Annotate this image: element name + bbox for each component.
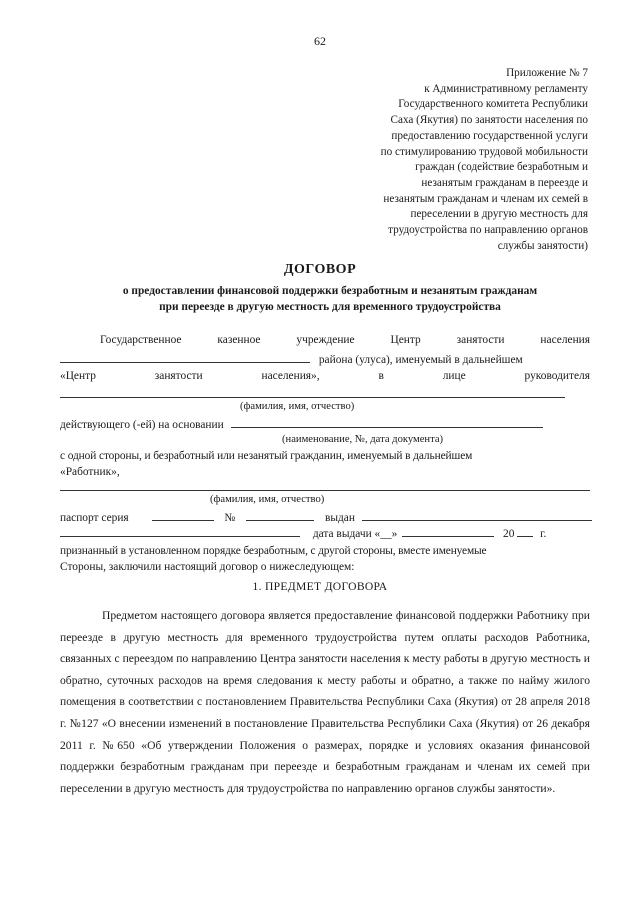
intro-line-2 [60,352,590,366]
intro-word: учреждение [296,334,355,346]
intro-word: Государственное [100,334,182,346]
basis-blank [231,417,543,428]
intro-word: населения», [261,370,320,382]
appendix-line: граждан (содействие безработным и [415,161,588,174]
issued-by-blank [362,510,592,521]
other-side-line-1: с одной стороны, и безработный или незанятый гражданин, именуемый в дальнейшем [60,450,473,462]
intro-word: в [378,370,384,382]
acting-basis-line [60,417,590,431]
intro-word: руководителя [524,370,590,382]
appendix-line: службы занятости) [497,239,588,252]
acting-basis-label: действующего (-ей) на основании [60,419,224,431]
appendix-line: предоставлению государственной услуги [391,129,588,142]
hint-fio: (фамилия, имя, отчество) [240,401,355,412]
year-label: 20 [503,528,515,540]
appendix-line: переселении в другую местность для [410,208,588,221]
intro-word: занятости [456,334,505,346]
issue-date-line [60,526,590,540]
director-name-blank [60,397,565,398]
recognized-line-2: Стороны, заключили настоящий договор о нижеследующем: [60,561,355,573]
district-blank [60,352,310,363]
hint-document: (наименование, №, дата документа) [282,434,444,445]
intro-line-3 [60,370,590,382]
intro-word: населения [540,334,590,346]
intro-word: лице [442,370,466,382]
appendix-label: Приложение № 7 [506,67,588,79]
hint-fio-2: (фамилия, имя, отчество) [210,494,325,505]
subtitle-line: о предоставлении финансовой поддержки безработным и незанятым гражданам [122,285,538,297]
appendix-line: по стимулированию трудовой мобильности [380,145,588,158]
passport-number-blank [246,510,314,521]
passport-series-label: паспорт серия [60,512,129,524]
passport-line [60,510,590,524]
intro-line-1 [60,334,590,346]
intro-word: казенное [217,334,261,346]
issue-date-label: дата выдачи «__» [312,528,398,540]
appendix-line: Государственного комитета Республики [398,98,588,111]
subtitle-line: при переезде в другую местность для временного трудоустройства [159,301,501,313]
issued-label: выдан [324,512,355,524]
page-number: 62 [314,34,326,48]
year-blank [517,526,533,537]
document-title: ДОГОВОР [283,262,357,277]
other-side-line-2: «Работник», [60,466,120,478]
appendix-line: незанятым гражданам и членам их семей в [383,192,588,205]
passport-series-blank [152,510,214,521]
passport-number-label: № [224,512,236,524]
intro-word: «Центр [60,370,96,382]
appendix-line: Саха (Якутия) по занятости населения по [390,114,588,127]
issue-month-blank [402,526,494,537]
intro-line-2-text: района (улуса), именуемый в дальнейшем [318,354,523,366]
employee-name-blank [60,490,590,491]
document-subtitle [60,283,600,315]
appendix-line: незанятым гражданам в переезде и [421,176,588,189]
section-1-title: 1. ПРЕДМЕТ ДОГОВОРА [252,580,388,593]
issuer-continuation-blank [60,526,300,537]
intro-word: Центр [390,334,421,346]
appendix-block [308,66,588,254]
appendix-line: трудоустройства по направлению органов [388,224,588,237]
section-1-paragraph: Предметом настоящего договора является предоставление финансовой поддержки Работнику при переезде в другую местность для временного трудоустройства путем оплаты расходов Работника, связанных с переездом по направлению Центра занятости населения к месту работы в другую местность и обратно, суточных расходов на время следования к месту работы и обратно, а также по найму жилого помещения в соответствии с постановлением Правительства Республики Саха (Якутия) от 28 апреля 2018 г. №127 «О внесении изменений в постановление Правительства Республики Саха (Якутия) от 26 декабря 2011 г. №650 «Об утверждении Положения о размерах, порядке и условиях оказания финансовой поддержки безработным гражданам при переезде и безработным гражданам и членам их семей при переселении в другую местность для трудоустройства по направлению органов службы занятости». [60,609,590,795]
recognized-line-1: признанный в установленном порядке безработным, с другой стороны, вместе именуемые [60,545,487,557]
appendix-line: к Административному регламенту [424,82,588,95]
year-suffix: г. [540,528,547,540]
intro-word: занятости [154,370,203,382]
